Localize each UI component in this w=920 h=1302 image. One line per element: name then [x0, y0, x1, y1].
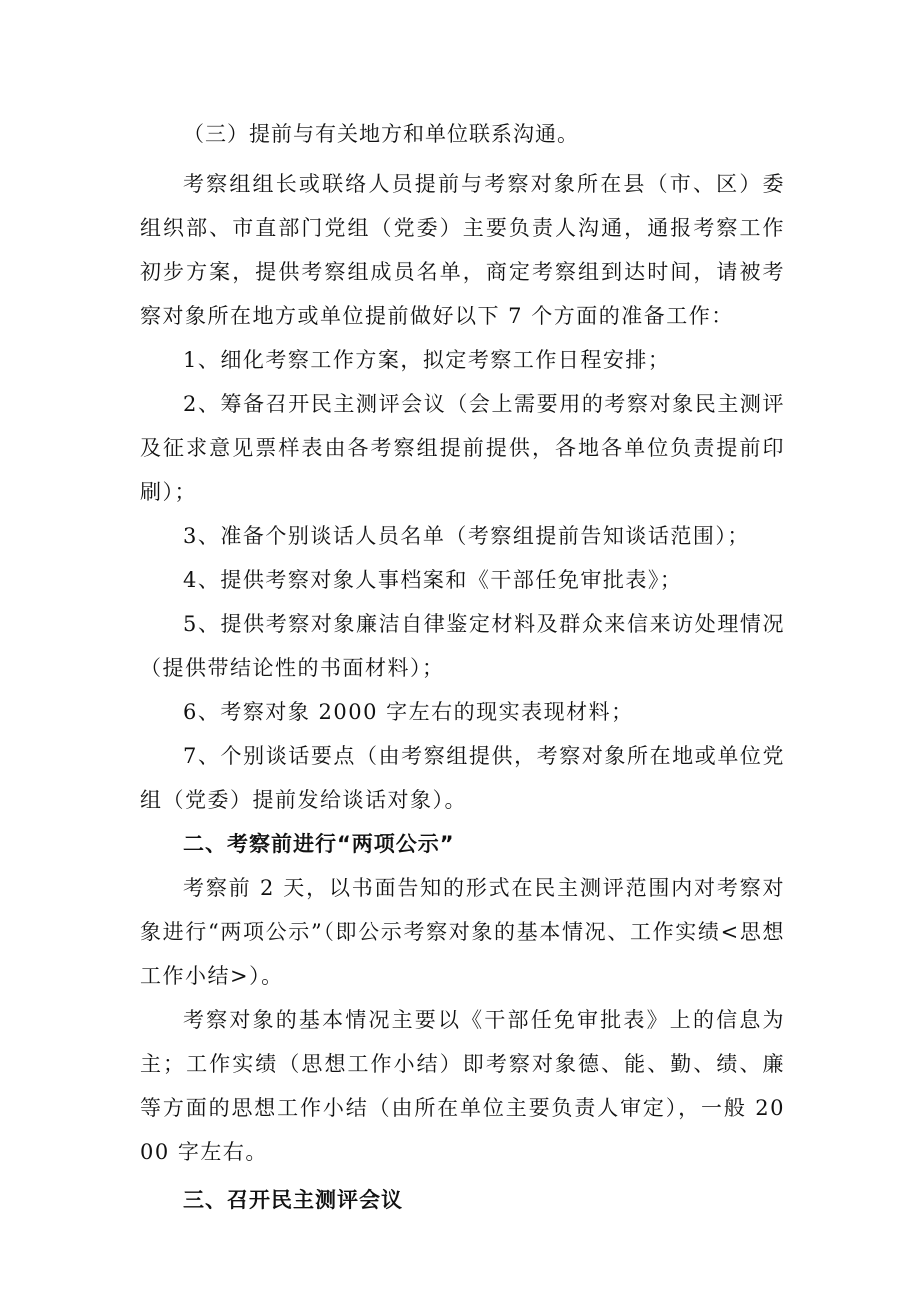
list-item-3: 3、准备个别谈话人员名单（考察组提前告知谈话范围）； — [183, 524, 750, 548]
list-item-2: 2、筹备召开民主测评会议（会上需要用的考察对象民主测评及征求意见票样表由各考察组提前提供，各地各单位负责提前印刷）； — [140, 392, 785, 504]
section-heading-3: 三、召开民主测评会议 — [183, 1188, 403, 1212]
paragraph-contact-notice: 考察组组长或联络人员提前与考察对象所在县（市、区）委组织部、市直部门党组（党委）主要负责人沟通，通报考察工作初步方案，提供考察组成员名单，商定考察组到达时间，请被考察对象所在地方或单位提前做好以下 7 个方面的准备工作： — [140, 172, 785, 328]
section-heading-2: 二、考察前进行“两项公示” — [183, 832, 455, 856]
subsection-heading-3: （三）提前与有关地方和单位联系沟通。 — [183, 122, 579, 146]
document-body — [140, 112, 785, 1222]
list-item-1: 1、细化考察工作方案，拟定考察工作日程安排； — [183, 348, 671, 372]
list-item-4: 4、提供考察对象人事档案和《干部任免审批表》； — [183, 568, 683, 592]
list-item-6: 6、考察对象 2000 字左右的现实表现材料； — [183, 700, 634, 724]
list-item-5: 5、提供考察对象廉洁自律鉴定材料及群众来信来访处理情况（提供带结论性的书面材料）； — [140, 612, 785, 680]
list-item-7: 7、个别谈话要点（由考察组提供，考察对象所在地或单位党组（党委）提前发给谈话对象）。 — [140, 744, 785, 812]
paragraph-basic-info: 考察对象的基本情况主要以《干部任免审批表》上的信息为主；工作实绩（思想工作小结）即考察对象德、能、勤、绩、廉等方面的思想工作小结（由所在单位主要负责人审定），一般 2000 字左右。 — [140, 1008, 785, 1164]
paragraph-two-publicity: 考察前 2 天，以书面告知的形式在民主测评范围内对考察对象进行“两项公示”（即公示考察对象的基本情况、工作实绩<思想工作小结>）。 — [140, 876, 785, 988]
